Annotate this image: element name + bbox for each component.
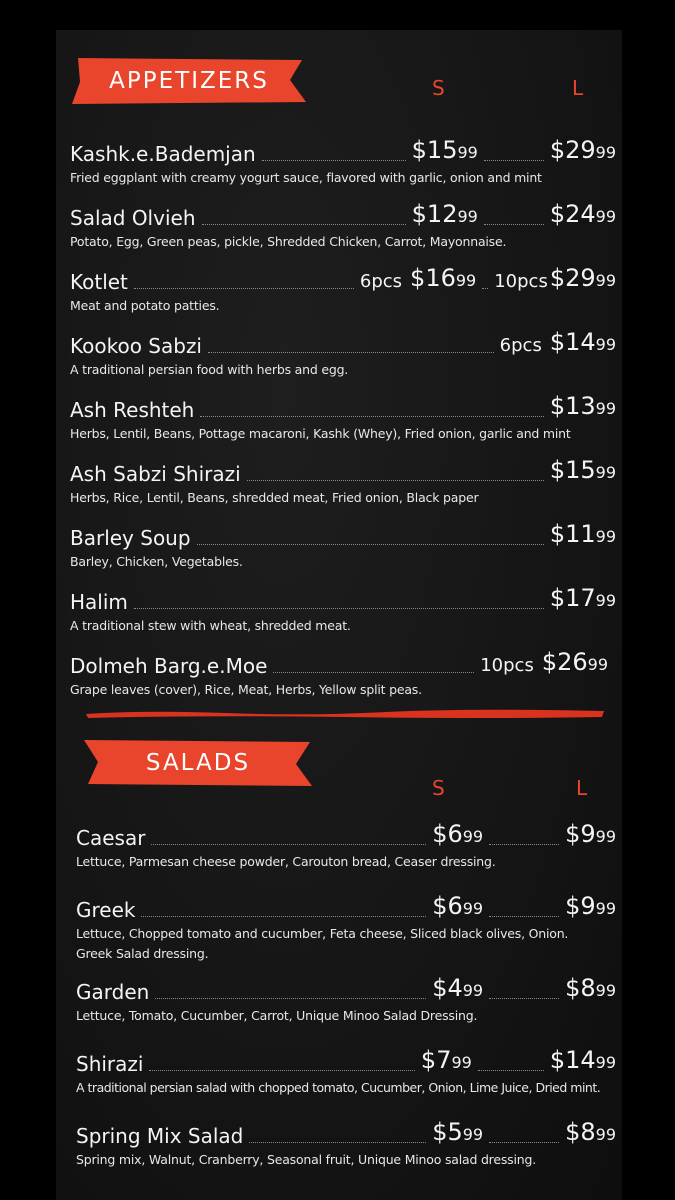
- price: $2699: [541, 648, 608, 676]
- dot-leader: [151, 843, 426, 845]
- item-description: Lettuce, Parmesan cheese powder, Carouton bread, Ceaser dressing.: [76, 854, 496, 869]
- salads-banner: [82, 738, 314, 788]
- price-small: $799: [420, 1046, 472, 1074]
- item-name: Barley Soup: [70, 526, 191, 550]
- appetizers-col-s: S: [432, 76, 445, 100]
- dot-leader: [262, 159, 406, 161]
- price-large: $899: [565, 974, 616, 1002]
- dot-leader: [489, 843, 559, 845]
- item-name: Dolmeh Barg.e.Moe: [70, 654, 268, 678]
- menu-item: [70, 136, 616, 192]
- menu-board: [56, 30, 622, 1200]
- dot-leader: [200, 415, 543, 417]
- item-description: Potato, Egg, Green peas, pickle, Shredded Chicken, Carrot, Mayonnaise.: [70, 234, 507, 249]
- menu-item: [70, 328, 616, 384]
- dot-leader: [155, 997, 426, 999]
- item-description: A traditional stew with wheat, shredded meat.: [70, 618, 351, 633]
- menu-item: [70, 648, 616, 704]
- price: $1599: [549, 456, 616, 484]
- pieces-large: 10pcs: [494, 271, 548, 292]
- dot-leader: [489, 1141, 559, 1143]
- price-small: $1299: [411, 200, 478, 228]
- price-large: $2499: [549, 200, 616, 228]
- dot-leader: [249, 1141, 426, 1143]
- item-description: Spring mix, Walnut, Cranberry, Seasonal fruit, Unique Minoo salad dressing.: [76, 1152, 536, 1167]
- dot-leader: [484, 223, 544, 225]
- item-description: Meat and potato patties.: [70, 298, 220, 313]
- pieces: 10pcs: [480, 655, 534, 676]
- item-name: Greek: [76, 898, 136, 922]
- menu-item: [76, 820, 616, 876]
- menu-item: [70, 264, 616, 320]
- item-name: Kotlet: [70, 270, 128, 294]
- dot-leader: [134, 607, 544, 609]
- price-large: $1499: [549, 1046, 616, 1074]
- dot-leader: [489, 915, 559, 917]
- price-large: $2999: [549, 264, 616, 292]
- section-divider: [86, 708, 604, 720]
- menu-item: [76, 892, 616, 970]
- price-small: $699: [432, 820, 484, 848]
- menu-item: [76, 974, 616, 1030]
- appetizers-banner: [70, 56, 308, 106]
- price-small: $1699: [410, 264, 477, 292]
- dot-leader: [478, 1069, 544, 1071]
- price-large: $999: [565, 820, 616, 848]
- item-name: Garden: [76, 980, 150, 1004]
- item-description: Herbs, Lentil, Beans, Pottage macaroni, Kashk (Whey), Fried onion, garlic and mint: [70, 426, 571, 441]
- salads-col-l: L: [576, 776, 588, 800]
- item-description: Herbs, Rice, Lentil, Beans, shredded meat, Fried onion, Black paper: [70, 490, 479, 505]
- pieces-small: 6pcs: [359, 271, 403, 292]
- price: $1499: [549, 328, 616, 356]
- item-description: A traditional persian salad with chopped tomato, Cucumber, Onion, Lime Juice, Dried mint.: [76, 1080, 601, 1095]
- item-name: Ash Reshteh: [70, 398, 195, 422]
- price-small: $1599: [411, 136, 478, 164]
- dot-leader: [247, 479, 544, 481]
- dot-leader: [208, 351, 494, 353]
- item-name: Kashk.e.Bademjan: [70, 142, 256, 166]
- menu-item: [70, 200, 616, 256]
- dot-leader: [134, 287, 354, 289]
- item-description: Fried eggplant with creamy yogurt sauce, flavored with garlic, onion and mint: [70, 170, 542, 185]
- item-description: Lettuce, Chopped tomato and cucumber, Feta cheese, Sliced black olives, Onion.: [76, 926, 569, 941]
- menu-item: [70, 584, 616, 640]
- salads-col-s: S: [432, 776, 445, 800]
- price-large: $999: [565, 892, 616, 920]
- menu-item: [70, 392, 616, 448]
- menu-item: [70, 520, 616, 576]
- price-large: $899: [565, 1118, 616, 1146]
- dot-leader: [484, 159, 544, 161]
- appetizers-title: APPETIZERS: [109, 68, 269, 94]
- dot-leader: [202, 223, 406, 225]
- salads-title: SALADS: [145, 750, 251, 776]
- dot-leader: [197, 543, 544, 545]
- item-name: Salad Olvieh: [70, 206, 196, 230]
- dot-leader: [273, 671, 474, 673]
- item-description-line2: Greek Salad dressing.: [76, 946, 209, 961]
- item-description: Barley, Chicken, Vegetables.: [70, 554, 243, 569]
- menu-item: [70, 456, 616, 512]
- appetizers-col-l: L: [572, 76, 584, 100]
- menu-item: [76, 1118, 616, 1174]
- item-description: A traditional persian food with herbs and egg.: [70, 362, 349, 377]
- item-name: Caesar: [76, 826, 146, 850]
- dot-leader: [149, 1069, 414, 1071]
- price: $1399: [549, 392, 616, 420]
- dot-leader: [482, 287, 488, 289]
- item-description: Lettuce, Tomato, Cucumber, Carrot, Unique Minoo Salad Dressing.: [76, 1008, 478, 1023]
- item-name: Spring Mix Salad: [76, 1124, 244, 1148]
- price-small: $699: [432, 892, 484, 920]
- price-small: $499: [432, 974, 484, 1002]
- pieces: 6pcs: [499, 335, 542, 356]
- price: $1199: [549, 520, 616, 548]
- price-small: $599: [432, 1118, 484, 1146]
- item-name: Kookoo Sabzi: [70, 334, 202, 358]
- price: $1799: [549, 584, 616, 612]
- item-description: Grape leaves (cover), Rice, Meat, Herbs, Yellow split peas.: [70, 682, 422, 697]
- item-name: Shirazi: [76, 1052, 144, 1076]
- dot-leader: [489, 997, 559, 999]
- dot-leader: [141, 915, 426, 917]
- item-name: Halim: [70, 590, 128, 614]
- menu-item: [76, 1046, 616, 1102]
- item-name: Ash Sabzi Shirazi: [70, 462, 241, 486]
- price-large: $2999: [549, 136, 616, 164]
